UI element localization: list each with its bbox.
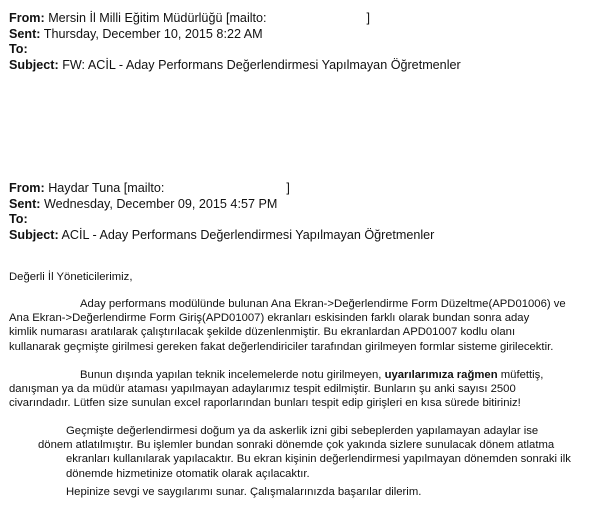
from-label: From:	[9, 11, 45, 25]
subject-label: Subject:	[9, 227, 59, 242]
paragraph-line: dönem atlatılmıştır. Bu işlemler bundan sonraki dönemde çok yakında sizlere sunulacak dönem atlatma	[38, 439, 555, 452]
from-label: From:	[9, 181, 45, 195]
from-close: ]	[366, 11, 371, 25]
sent-label: Sent:	[9, 196, 41, 211]
original-email-header	[9, 181, 434, 243]
paragraph-1	[9, 297, 594, 354]
paragraph-line	[9, 368, 594, 382]
paragraph-text: müfettiş,	[500, 369, 544, 381]
from-value: Haydar Tuna [mailto:	[48, 181, 165, 195]
sent-value: Thursday, December 10, 2015 8:22 AM	[43, 26, 263, 41]
subject-value: ACİL - Aday Performans Değerlendirmesi Yapılmayan Öğretmenler	[61, 227, 435, 242]
paragraph-line: kullanarak geçmişte girilmesi gereken fakat değerlendiriciler tarafından girilmeyen formlar sisteme girilecektir.	[9, 340, 554, 353]
paragraph-line: Ana Ekran->Değerlendirme Form Giriş(APD01007) ekranları eskisinden farklı olarak bundan sonra aday	[9, 312, 530, 325]
emphasis-text: uyarılarımıza rağmen	[384, 369, 498, 381]
greeting	[9, 270, 594, 284]
subject-row	[9, 228, 434, 244]
to-row	[9, 42, 461, 58]
to-label: To:	[9, 212, 28, 227]
sent-row	[9, 197, 434, 213]
paragraph-text: Bunun dışında yapılan teknik incelemelerde notu girilmeyen,	[80, 369, 382, 381]
closing	[9, 485, 594, 499]
paragraph-3	[9, 424, 594, 481]
paragraph-line: civarındadır. Lütfen size sunulan excel raporlarından bunları tespit edip girişleri en kısa sürede bitiriniz!	[9, 397, 521, 410]
from-close: ]	[286, 181, 290, 195]
greeting-line: Değerli İl Yöneticilerimiz,	[9, 271, 133, 283]
paragraph-line: danışman ya da müdür ataması yapılmayan adaylarımız tespit edilmiştir. Bunların şu anki sayısı 2500	[9, 383, 516, 396]
sent-value: Wednesday, December 09, 2015 4:57 PM	[43, 196, 278, 211]
paragraph-line: kimlik numarası aratılarak çalıştırılacak şekilde düzenlenmiştir. Bu ekranlardan APD01007 kodlu olanı	[9, 326, 516, 339]
from-row	[9, 11, 461, 27]
paragraph-line: ekranları kullanılarak yapılacaktır. Bu ekran kişinin değerlendirmesi yapılmayan dönemden sonraki ilk	[66, 453, 571, 466]
paragraph-line: Aday performans modülünde bulunan Ana Ekran->Değerlendirme Form Düzeltme(APD01006) ve	[80, 298, 566, 310]
subject-label: Subject:	[9, 57, 59, 72]
from-value: Mersin İl Milli Eğitim Müdürlüğü [mailto:	[48, 11, 267, 25]
closing-line: Hepinize sevgi ve saygılarımı sunar. Çalışmalarınızda başarılar dilerim.	[66, 486, 422, 498]
to-row	[9, 212, 434, 228]
to-label: To:	[9, 42, 28, 57]
sent-row	[9, 27, 461, 43]
from-row	[9, 181, 434, 197]
sent-label: Sent:	[9, 26, 41, 41]
forward-email-header	[9, 11, 461, 73]
paragraph-2	[9, 368, 594, 411]
paragraph-line: Geçmişte değerlendirmesi doğum ya da askerlik izni gibi sebeplerden yapılamayan adaylar ise	[66, 425, 539, 437]
paragraph-line: dönemde hizmetinize otomatik olarak açılacaktır.	[66, 467, 310, 480]
subject-value: FW: ACİL - Aday Performans Değerlendirmesi Yapılmayan Öğretmenler	[62, 57, 461, 72]
subject-row	[9, 58, 461, 74]
